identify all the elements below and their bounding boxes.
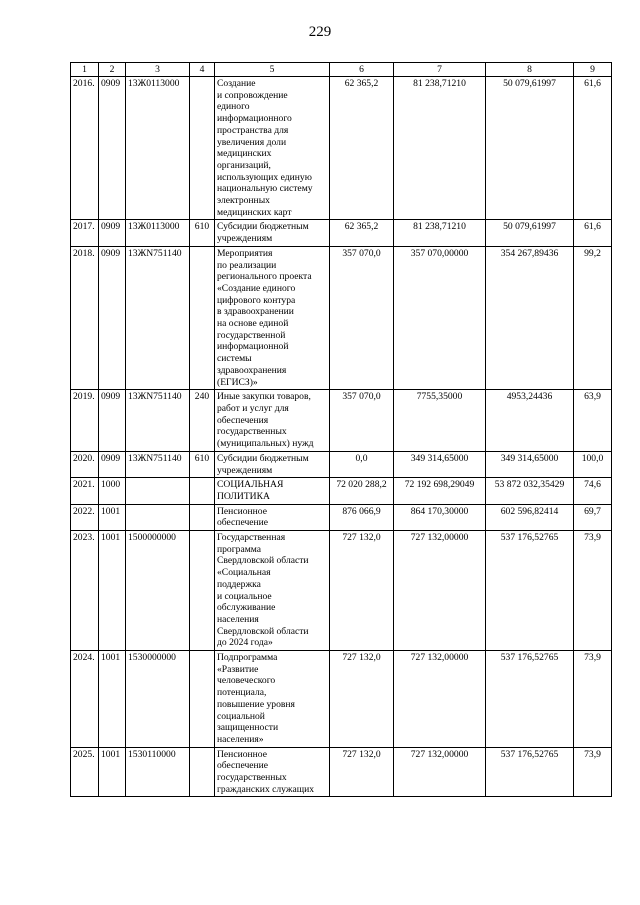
target-article-code	[126, 478, 190, 504]
planned-amount: 0,0	[330, 451, 394, 477]
header-row	[71, 63, 612, 77]
table-row	[71, 246, 612, 389]
execution-percent: 61,6	[574, 220, 612, 246]
target-article-code: 13ЖN751140	[126, 390, 190, 452]
expense-type-code	[190, 246, 215, 389]
row-number: 2016.	[71, 77, 99, 220]
row-number: 2022.	[71, 504, 99, 530]
section-code: 1001	[99, 651, 126, 748]
table-row	[71, 77, 612, 220]
execution-percent: 69,7	[574, 504, 612, 530]
executed-amount: 50 079,61997	[486, 77, 574, 220]
section-code: 0909	[99, 220, 126, 246]
item-name: Иные закупки товаров, работ и услуг для обеспечения государственных (муниципальных) нужд	[215, 390, 330, 452]
table-row	[71, 651, 612, 748]
executed-amount: 602 596,82414	[486, 504, 574, 530]
item-name: Мероприятия по реализации регионального проекта «Создание единого цифрового контура в здравоохранении на основе единой государственной информационной системы здравоохранения (ЕГИСЗ)»	[215, 246, 330, 389]
item-name: Пенсионное обеспечение государственных гражданских служащих	[215, 747, 330, 797]
item-name: СОЦИАЛЬНАЯ ПОЛИТИКА	[215, 478, 330, 504]
col-header-7: 7	[394, 63, 486, 77]
planned-amount: 72 020 288,2	[330, 478, 394, 504]
planned-amount: 727 132,0	[330, 651, 394, 748]
section-code: 1001	[99, 531, 126, 651]
executed-amount: 354 267,89436	[486, 246, 574, 389]
section-code: 0909	[99, 77, 126, 220]
executed-amount: 349 314,65000	[486, 451, 574, 477]
planned-amount: 357 070,0	[330, 390, 394, 452]
col-header-6: 6	[330, 63, 394, 77]
approved-amount: 864 170,30000	[394, 504, 486, 530]
col-header-2: 2	[99, 63, 126, 77]
col-header-5: 5	[215, 63, 330, 77]
target-article-code: 13ЖN751140	[126, 451, 190, 477]
row-number: 2025.	[71, 747, 99, 797]
item-name: Субсидии бюджетным учреждениям	[215, 220, 330, 246]
table-row	[71, 478, 612, 504]
table-body	[71, 77, 612, 797]
target-article-code: 1530000000	[126, 651, 190, 748]
col-header-4: 4	[190, 63, 215, 77]
target-article-code: 1500000000	[126, 531, 190, 651]
budget-table	[70, 62, 612, 797]
col-header-8: 8	[486, 63, 574, 77]
page-number: 229	[308, 24, 332, 40]
execution-percent: 74,6	[574, 478, 612, 504]
section-code: 1001	[99, 747, 126, 797]
executed-amount: 537 176,52765	[486, 651, 574, 748]
item-name: Субсидии бюджетным учреждениям	[215, 451, 330, 477]
planned-amount: 727 132,0	[330, 531, 394, 651]
approved-amount: 349 314,65000	[394, 451, 486, 477]
col-header-3: 3	[126, 63, 190, 77]
execution-percent: 61,6	[574, 77, 612, 220]
execution-percent: 99,2	[574, 246, 612, 389]
row-number: 2017.	[71, 220, 99, 246]
section-code: 1001	[99, 504, 126, 530]
row-number: 2018.	[71, 246, 99, 389]
approved-amount: 727 132,00000	[394, 651, 486, 748]
target-article-code: 1530110000	[126, 747, 190, 797]
row-number: 2023.	[71, 531, 99, 651]
planned-amount: 62 365,2	[330, 77, 394, 220]
section-code: 1000	[99, 478, 126, 504]
row-number: 2021.	[71, 478, 99, 504]
planned-amount: 62 365,2	[330, 220, 394, 246]
item-name: Государственная программа Свердловской области «Социальная поддержка и социальное обслуживание населения Свердловской области до 2024 года»	[215, 531, 330, 651]
target-article-code: 13Ж0113000	[126, 77, 190, 220]
expense-type-code: 610	[190, 220, 215, 246]
row-number: 2024.	[71, 651, 99, 748]
target-article-code: 13ЖN751140	[126, 246, 190, 389]
planned-amount: 876 066,9	[330, 504, 394, 530]
executed-amount: 537 176,52765	[486, 747, 574, 797]
approved-amount: 727 132,00000	[394, 747, 486, 797]
item-name: Создание и сопровождение единого информационного пространства для увеличения доли медицинских организаций, использующих единую национальную систему электронных медицинских карт	[215, 77, 330, 220]
planned-amount: 727 132,0	[330, 747, 394, 797]
expense-type-code	[190, 747, 215, 797]
execution-percent: 73,9	[574, 651, 612, 748]
table-row	[71, 451, 612, 477]
executed-amount: 53 872 032,35429	[486, 478, 574, 504]
approved-amount: 81 238,71210	[394, 77, 486, 220]
table-row	[71, 390, 612, 452]
planned-amount: 357 070,0	[330, 246, 394, 389]
table-row	[71, 220, 612, 246]
expense-type-code: 610	[190, 451, 215, 477]
section-code: 0909	[99, 390, 126, 452]
executed-amount: 4953,24436	[486, 390, 574, 452]
executed-amount: 537 176,52765	[486, 531, 574, 651]
execution-percent: 73,9	[574, 531, 612, 651]
target-article-code	[126, 504, 190, 530]
col-header-1: 1	[71, 63, 99, 77]
expense-type-code	[190, 531, 215, 651]
expense-type-code	[190, 651, 215, 748]
table-row	[71, 531, 612, 651]
item-name: Пенсионное обеспечение	[215, 504, 330, 530]
expense-type-code: 240	[190, 390, 215, 452]
col-header-9: 9	[574, 63, 612, 77]
item-name: Подпрограмма «Развитие человеческого потенциала, повышение уровня социальной защищенности населения»	[215, 651, 330, 748]
execution-percent: 63,9	[574, 390, 612, 452]
table-row	[71, 504, 612, 530]
expense-type-code	[190, 478, 215, 504]
execution-percent: 100,0	[574, 451, 612, 477]
approved-amount: 81 238,71210	[394, 220, 486, 246]
row-number: 2019.	[71, 390, 99, 452]
expense-type-code	[190, 504, 215, 530]
table-row	[71, 747, 612, 797]
approved-amount: 357 070,00000	[394, 246, 486, 389]
approved-amount: 72 192 698,29049	[394, 478, 486, 504]
section-code: 0909	[99, 246, 126, 389]
target-article-code: 13Ж0113000	[126, 220, 190, 246]
section-code: 0909	[99, 451, 126, 477]
approved-amount: 7755,35000	[394, 390, 486, 452]
expense-type-code	[190, 77, 215, 220]
execution-percent: 73,9	[574, 747, 612, 797]
approved-amount: 727 132,00000	[394, 531, 486, 651]
executed-amount: 50 079,61997	[486, 220, 574, 246]
row-number: 2020.	[71, 451, 99, 477]
